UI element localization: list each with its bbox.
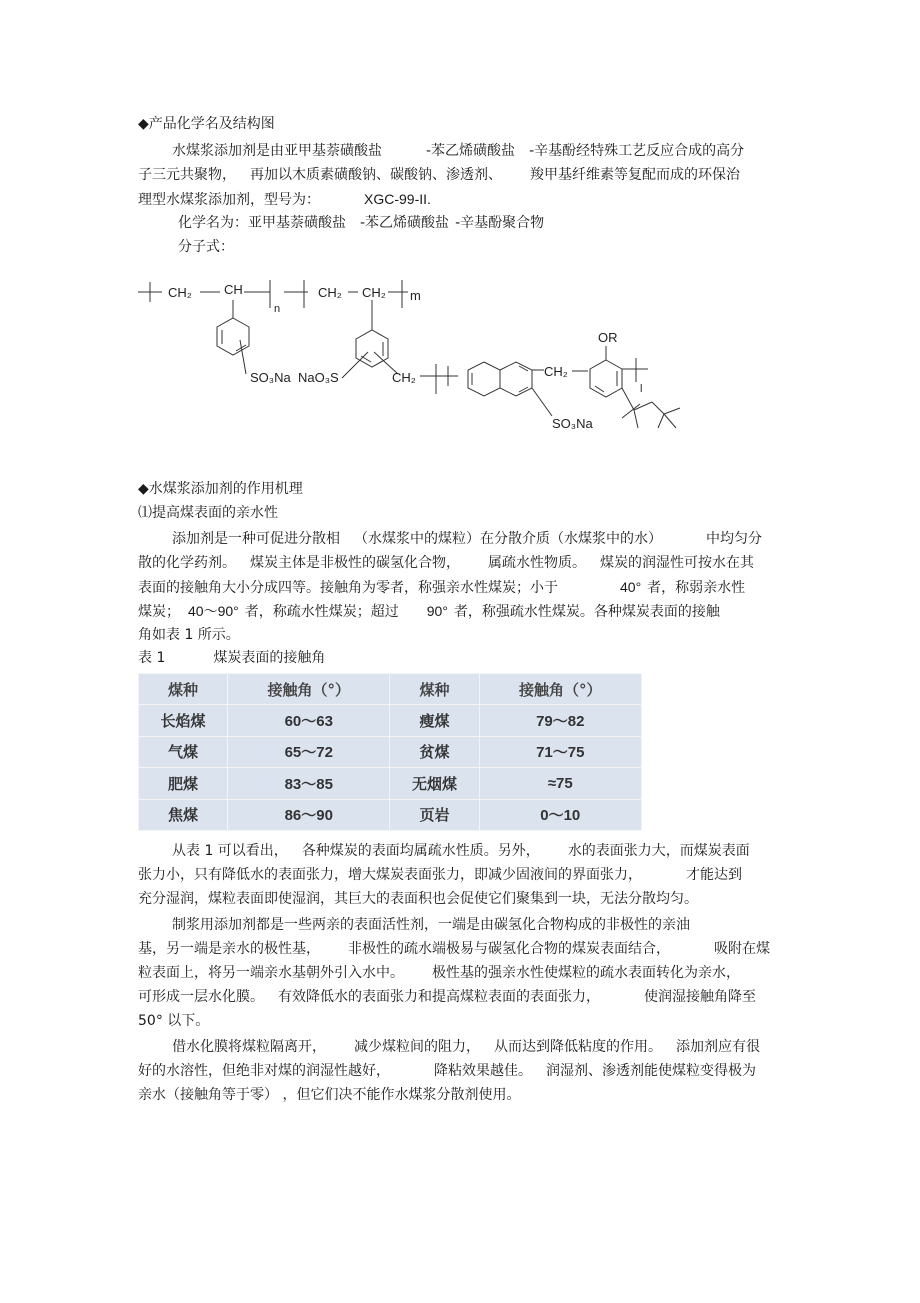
coal-type-cell: 焦煤 bbox=[139, 800, 227, 830]
coal-type-cell: 肥煤 bbox=[139, 768, 227, 798]
text-span: 属疏水性物质。 bbox=[488, 555, 586, 571]
label-ch2: CH₂ bbox=[168, 285, 192, 300]
text-span: 40° bbox=[620, 579, 642, 595]
text-span: 者，称弱亲水性 bbox=[647, 580, 746, 596]
text-span: -苯乙烯磺酸盐 bbox=[426, 143, 516, 159]
paragraph-line bbox=[172, 841, 750, 861]
angle-cell: 79～82 bbox=[480, 705, 641, 735]
svg-text:SO₃Na: SO₃Na bbox=[250, 370, 291, 385]
formula-label: 分子式： bbox=[178, 239, 234, 255]
text-span: 吸附在煤 bbox=[714, 941, 770, 957]
text-span: 借水化膜将煤粒隔离开， bbox=[172, 1039, 326, 1055]
coal-type-cell: 无烟煤 bbox=[390, 768, 478, 798]
svg-text:OR: OR bbox=[598, 330, 618, 345]
svg-text:CH₂: CH₂ bbox=[392, 370, 416, 385]
svg-text:m: m bbox=[410, 288, 421, 303]
paragraph-line bbox=[138, 963, 740, 983]
table-number: 表 1 bbox=[138, 650, 166, 666]
svg-text:CH: CH bbox=[224, 282, 243, 297]
text-span: 降粘效果越佳。 bbox=[434, 1063, 532, 1079]
svg-text:n: n bbox=[274, 303, 281, 315]
header-cell: 接触角（°） bbox=[480, 674, 641, 704]
text-span: 从而达到降低粘度的作用。 bbox=[494, 1039, 662, 1055]
angle-cell: 65～72 bbox=[228, 737, 389, 767]
text-span: 煤炭； bbox=[138, 604, 180, 620]
table-row bbox=[139, 768, 641, 798]
table-title: 煤炭表面的接触角 bbox=[213, 650, 326, 666]
chemical-name-line bbox=[178, 213, 544, 233]
text-span: 40～90° bbox=[188, 603, 239, 619]
text-span: 再加以木质素磺酸钠、碳酸钠、渗透剂、 bbox=[250, 167, 502, 183]
paragraph-line bbox=[138, 987, 756, 1007]
section-heading-mechanism: ◆水煤浆添加剂的作用机理 bbox=[138, 481, 303, 497]
text-span: 有效降低水的表面张力和提高煤粒表面的表面张力， bbox=[278, 989, 600, 1005]
svg-text:l: l bbox=[640, 383, 643, 395]
paragraph-line bbox=[172, 529, 762, 549]
svg-text:CH₂: CH₂ bbox=[318, 285, 342, 300]
text-span: 煤炭主体是非极性的碳氢化合物， bbox=[250, 555, 460, 571]
text-span: 理型水煤浆添加剂，型号为： bbox=[138, 192, 320, 208]
text-span: 水的表面张力大，而煤炭表面 bbox=[567, 843, 750, 859]
text-span: 羧甲基纤维素等复配而成的环保治 bbox=[530, 167, 740, 183]
table-row bbox=[139, 705, 641, 735]
angle-cell: 60～63 bbox=[228, 705, 389, 735]
text-span: 者，称强疏水性煤炭。各种煤炭表面的接触 bbox=[453, 604, 720, 620]
svg-text:SO₃Na: SO₃Na bbox=[552, 416, 593, 431]
text-span: 可形成一层水化膜。 bbox=[138, 989, 264, 1005]
angle-cell: 83～85 bbox=[228, 768, 389, 798]
paragraph-line bbox=[138, 189, 431, 210]
text-span: 者，称疏水性煤炭；超过 bbox=[244, 604, 399, 620]
text-span: 添加剂是一种可促进分散相 bbox=[172, 531, 340, 547]
text-span: -辛基酚聚合物 bbox=[455, 215, 545, 231]
svg-text:CH₂: CH₂ bbox=[544, 364, 568, 379]
coal-type-cell: 瘦煤 bbox=[390, 705, 478, 735]
text-span: 90° bbox=[426, 603, 448, 619]
angle-cell: 0～10 bbox=[480, 800, 641, 830]
text-span: -辛基酚经特殊工艺反应合成的高分 bbox=[529, 143, 745, 159]
table-caption bbox=[138, 648, 325, 668]
text-span: 化学名为：亚甲基萘磺酸盐 bbox=[178, 215, 346, 231]
text-span: 各种煤炭的表面均属疏水性质。另外， bbox=[301, 843, 540, 859]
svg-text:NaO₃S: NaO₃S bbox=[298, 370, 339, 385]
table-row bbox=[139, 737, 641, 767]
paragraph-line bbox=[138, 865, 742, 885]
text-span: （水煤浆中的煤粒）在分散介质（水煤浆中的水） bbox=[354, 531, 662, 547]
table-header-row bbox=[139, 674, 641, 704]
text-span: 好的水溶性，但绝非对煤的润湿性越好， bbox=[138, 1063, 390, 1079]
text-span: -苯乙烯磺酸盐 bbox=[360, 215, 450, 231]
text-span: 极性基的强亲水性使煤粒的疏水表面转化为亲水， bbox=[432, 965, 740, 981]
text-span: 减少煤粒间的阻力， bbox=[354, 1039, 480, 1055]
coal-type-cell: 长焰煤 bbox=[139, 705, 227, 735]
text-span: 散的化学药剂。 bbox=[138, 555, 236, 571]
angle-cell: 86～90 bbox=[228, 800, 389, 830]
header-cell: 煤种 bbox=[390, 674, 478, 704]
paragraph-line: 充分湿润，煤粒表面即使湿润，其巨大的表面积也会促使它们聚集到一块，无法分散均匀。 bbox=[138, 891, 698, 907]
paragraph-line bbox=[138, 577, 745, 598]
contact-angle-table bbox=[138, 673, 642, 831]
text-span: 粒表面上，将另一端亲水基朝外引入水中。 bbox=[138, 965, 404, 981]
coal-type-cell: 气煤 bbox=[139, 737, 227, 767]
svg-text:CH₂: CH₂ bbox=[362, 285, 386, 300]
text-span: 从表 1 可以看出， bbox=[172, 843, 288, 859]
coal-type-cell: 贫煤 bbox=[390, 737, 478, 767]
paragraph-line: 制浆用添加剂都是一些两亲的表面活性剂，一端是由碳氢化合物构成的非极性的亲油 bbox=[172, 917, 690, 933]
paragraph-line bbox=[172, 141, 744, 161]
text-span: 煤炭的润湿性可按水在其 bbox=[600, 555, 754, 571]
paragraph-line: 角如表 1 所示。 bbox=[138, 627, 240, 643]
text-span: 水煤浆添加剂是由亚甲基萘磺酸盐 bbox=[172, 143, 382, 159]
model-number: XGC-99-II. bbox=[364, 191, 431, 207]
text-span: 基，另一端是亲水的极性基， bbox=[138, 941, 320, 957]
subheading-hydrophilicity: ⑴提高煤表面的亲水性 bbox=[138, 505, 278, 521]
paragraph-line bbox=[138, 165, 740, 185]
text-span: 使润湿接触角降至 bbox=[644, 989, 756, 1005]
structural-formula-diagram bbox=[136, 270, 696, 440]
paragraph-line bbox=[138, 1061, 756, 1081]
header-cell: 煤种 bbox=[139, 674, 227, 704]
table-row bbox=[139, 800, 641, 830]
paragraph-line bbox=[138, 601, 720, 622]
angle-cell: ≈75 bbox=[480, 768, 641, 798]
paragraph-line: 亲水（接触角等于零） ，但它们决不能作水煤浆分散剂使用。 bbox=[138, 1087, 521, 1103]
header-cell: 接触角（°） bbox=[228, 674, 389, 704]
paragraph-line: 50° 以下。 bbox=[138, 1013, 210, 1029]
section-heading-product: ◆产品化学名及结构图 bbox=[138, 116, 275, 132]
text-span: 子三元共聚物， bbox=[138, 167, 236, 183]
text-span: 张力小，只有降低水的表面张力，增大煤炭表面张力，即减少固液间的界面张力， bbox=[138, 867, 642, 883]
coal-type-cell: 页岩 bbox=[390, 800, 478, 830]
angle-cell: 71～75 bbox=[480, 737, 641, 767]
text-span: 才能达到 bbox=[686, 867, 742, 883]
text-span: 表面的接触角大小分成四等。接触角为零者，称强亲水性煤炭；小于 bbox=[138, 580, 558, 596]
text-span: 添加剂应有很 bbox=[676, 1039, 760, 1055]
text-span: 中均匀分 bbox=[706, 531, 762, 547]
text-span: 非极性的疏水端极易与碳氢化合物的煤炭表面结合， bbox=[348, 941, 670, 957]
paragraph-line bbox=[172, 1037, 760, 1057]
paragraph-line bbox=[138, 939, 770, 959]
text-span: 润湿剂、渗透剂能使煤粒变得极为 bbox=[546, 1063, 756, 1079]
paragraph-line bbox=[138, 553, 754, 573]
